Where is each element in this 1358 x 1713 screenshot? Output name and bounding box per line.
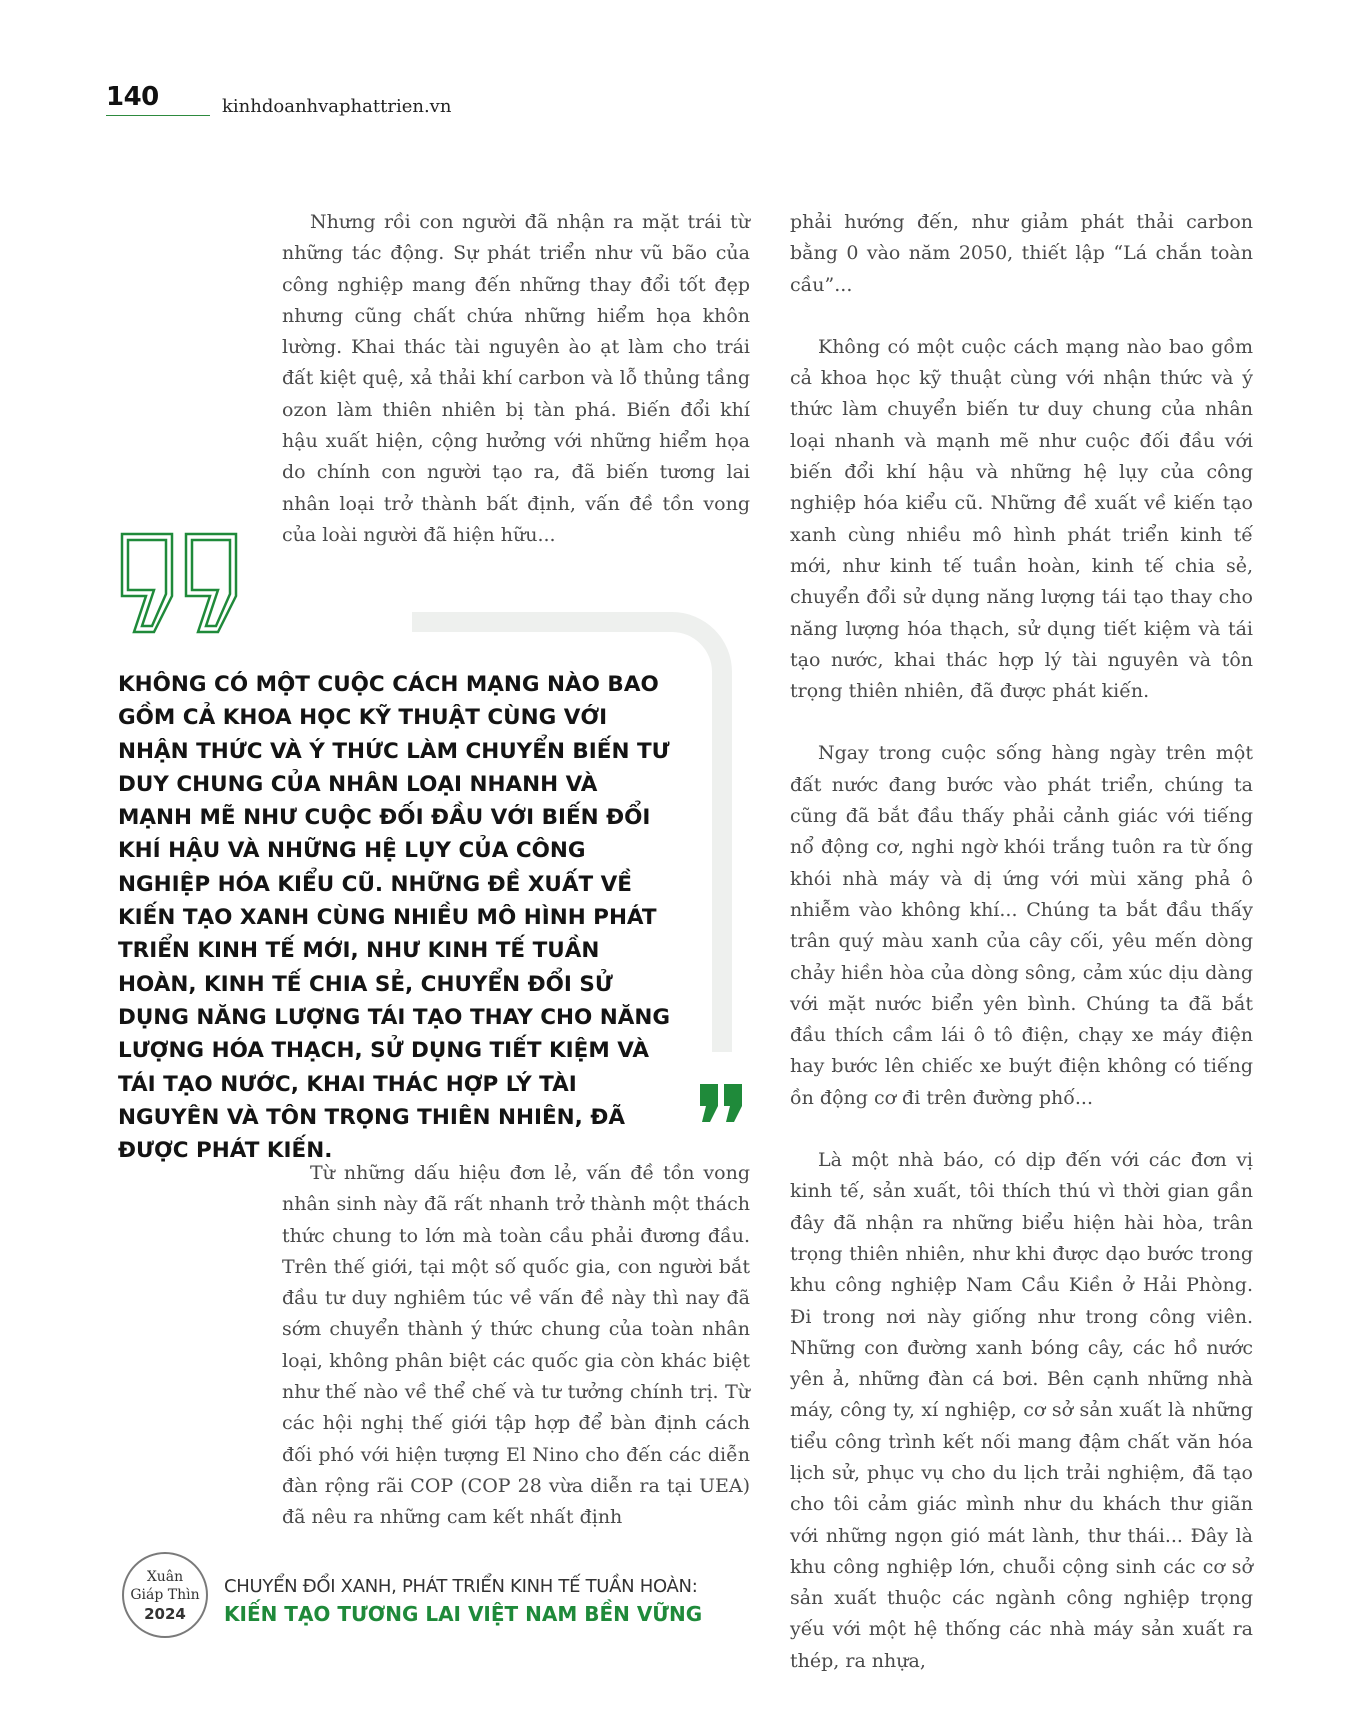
site-name: kinhdoanhvaphattrien.vn [222, 96, 452, 117]
open-quote-icon [116, 530, 242, 636]
pull-quote: KHÔNG CÓ MỘT CUỘC CÁCH MẠNG NÀO BAO GỒM CẢ KHOA HỌC KỸ THUẬT CÙNG VỚI NHẬN THỨC VÀ Ý THỨC LÀM CHUYỂN BIẾN TƯ DUY CHUNG CỦA NHÂN LOẠI NHANH VÀ MẠNH MẼ NHƯ CUỘC ĐỐI ĐẦU VỚI BIẾN ĐỔI KHÍ HẬU VÀ NHỮNG HỆ LỤY CỦA CÔNG NGHIỆP HÓA KIỂU CŨ. NHỮNG ĐỀ XUẤT VỀ KIẾN TẠO XANH CÙNG NHIỀU MÔ HÌNH PHÁT TRIỂN KINH TẾ MỚI, NHƯ KINH TẾ TUẦN HOÀN, KINH TẾ CHIA SẺ, CHUYỂN ĐỔI SỬ DỤNG NĂNG LƯỢNG TÁI TẠO THAY CHO NĂNG LƯỢNG HÓA THẠCH, SỬ DỤNG TIẾT KIỆM VÀ TÁI TẠO NƯỚC, KHAI THÁC HỢP LÝ TÀI NGUYÊN VÀ TÔN TRỌNG THIÊN NHIÊN, ĐÃ ĐƯỢC PHÁT KIẾN. [118, 672, 671, 1164]
article-paragraph: Ngay trong cuộc sống hàng ngày trên một đất nước đang bước vào phát triển, chúng ta cũng đã bắt đầu thấy phải cảnh giác với tiếng nổ động cơ, nghi ngờ khói trắng tuôn ra từ ống khói nhà máy và dị ứng với mùi xăng phả ô nhiễm vào không khí... Chúng ta bắt đầu thấy trân quý màu xanh của cây cối, yêu mến dòng chảy hiền hòa của dòng sông, cảm xúc dịu dàng với mặt nước biển yên bình. Chúng ta đã bắt đầu thích cầm lái ô tô điện, chạy xe máy điện hay bước lên chiếc xe buýt điện không có tiếng ồn động cơ đi trên đường phố... [790, 742, 1253, 1109]
badge-line2: Giáp Thìn [130, 1587, 200, 1603]
badge-line1: Xuân [146, 1569, 184, 1585]
article-right-column [790, 207, 1253, 1677]
series-subtitle: KIẾN TẠO TƯƠNG LAI VIỆT NAM BỀN VỮNG [224, 1602, 703, 1626]
series-title: CHUYỂN ĐỔI XANH, PHÁT TRIỂN KINH TẾ TUẦN HOÀN: [224, 1576, 698, 1597]
issue-badge [122, 1552, 208, 1638]
article-left-top [282, 207, 750, 551]
article-paragraph: Nhưng rồi con người đã nhận ra mặt trái từ những tác động. Sự phát triển như vũ bão của công nghiệp mang đến những thay đổi tốt đẹp nhưng cũng chất chứa những hiểm họa khôn lường. Khai thác tài nguyên ào ạt làm cho trái đất kiệt quệ, xả thải khí carbon và lỗ thủng tầng ozon làm thiên nhiên bị tàn phá. Biến đổi khí hậu xuất hiện, cộng hưởng với những hiểm họa do chính con người tạo ra, đã biến tương lai nhân loại trở thành bất định, vấn đề tồn vong của loài người đã hiện hữu... [282, 211, 750, 546]
badge-year: 2024 [144, 1605, 186, 1623]
article-left-bottom [282, 1158, 750, 1534]
close-quote-icon [698, 1082, 746, 1124]
article-paragraph: Không có một cuộc cách mạng nào bao gồm cả khoa học kỹ thuật cùng với nhận thức và ý thức làm chuyển biến tư duy chung của nhân loại nhanh và mạnh mẽ như cuộc đối đầu với biến đổi khí hậu và những hệ lụy của công nghiệp hóa kiểu cũ. Những đề xuất về kiến tạo xanh cùng nhiều mô hình phát triển kinh tế mới, như kinh tế tuần hoàn, kinh tế chia sẻ, chuyển đổi sử dụng năng lượng tái tạo thay cho năng lượng hóa thạch, sử dụng tiết kiệm và tái tạo nước, khai thác hợp lý tài nguyên và tôn trọng thiên nhiên, đã được phát kiến. [790, 335, 1253, 703]
article-paragraph: phải hướng đến, như giảm phát thải carbon bằng 0 vào năm 2050, thiết lập “Lá chắn toàn cầu”... [790, 211, 1253, 296]
header-divider [106, 115, 210, 116]
article-paragraph: Là một nhà báo, có dịp đến với các đơn vị kinh tế, sản xuất, tôi thích thú vì thời gian gần đây đã nhận ra những biểu hiện hài hòa, trân trọng thiên nhiên, như khi được dạo bước trong khu công nghiệp Nam Cầu Kiền ở Hải Phòng. Đi trong nơi này giống như trong công viên. Những con đường xanh bóng cây, các hồ nước yên ả, những đàn cá bơi. Bên cạnh những nhà máy, công ty, xí nghiệp, cơ sở sản xuất là những tiểu công trình kết nối mang đậm chất văn hóa lịch sử, phục vụ cho du lịch trải nghiệm, đã tạo cho tôi cảm giác mình như du khách thư giãn với những ngọn gió mát lành, thư thái... Đây là khu công nghiệp lớn, chuỗi cộng sinh các cơ sở sản xuất thuộc các ngành công nghiệp trọng yếu với một hệ thống các nhà máy sản xuất ra thép, ra nhựa, [790, 1149, 1253, 1672]
page-number: 140 [106, 82, 159, 112]
article-paragraph: Từ những dấu hiệu đơn lẻ, vấn đề tồn vong nhân sinh này đã rất nhanh trở thành một thách thức chung to lớn mà toàn cầu phải đương đầu. Trên thế giới, tại một số quốc gia, con người bắt đầu tư duy nghiêm túc về vấn đề này thì nay đã sớm chuyển thành ý thức chung của toàn nhân loại, không phân biệt các quốc gia còn khác biệt như thế nào về thể chế và tư tưởng chính trị. Từ các hội nghị thế giới tập hợp để bàn định cách đối phó với hiện tượng El Nino cho đến các diễn đàn rộng rãi COP (COP 28 vừa diễn ra tại UEA) đã nêu ra những cam kết nhất định [282, 1162, 750, 1529]
